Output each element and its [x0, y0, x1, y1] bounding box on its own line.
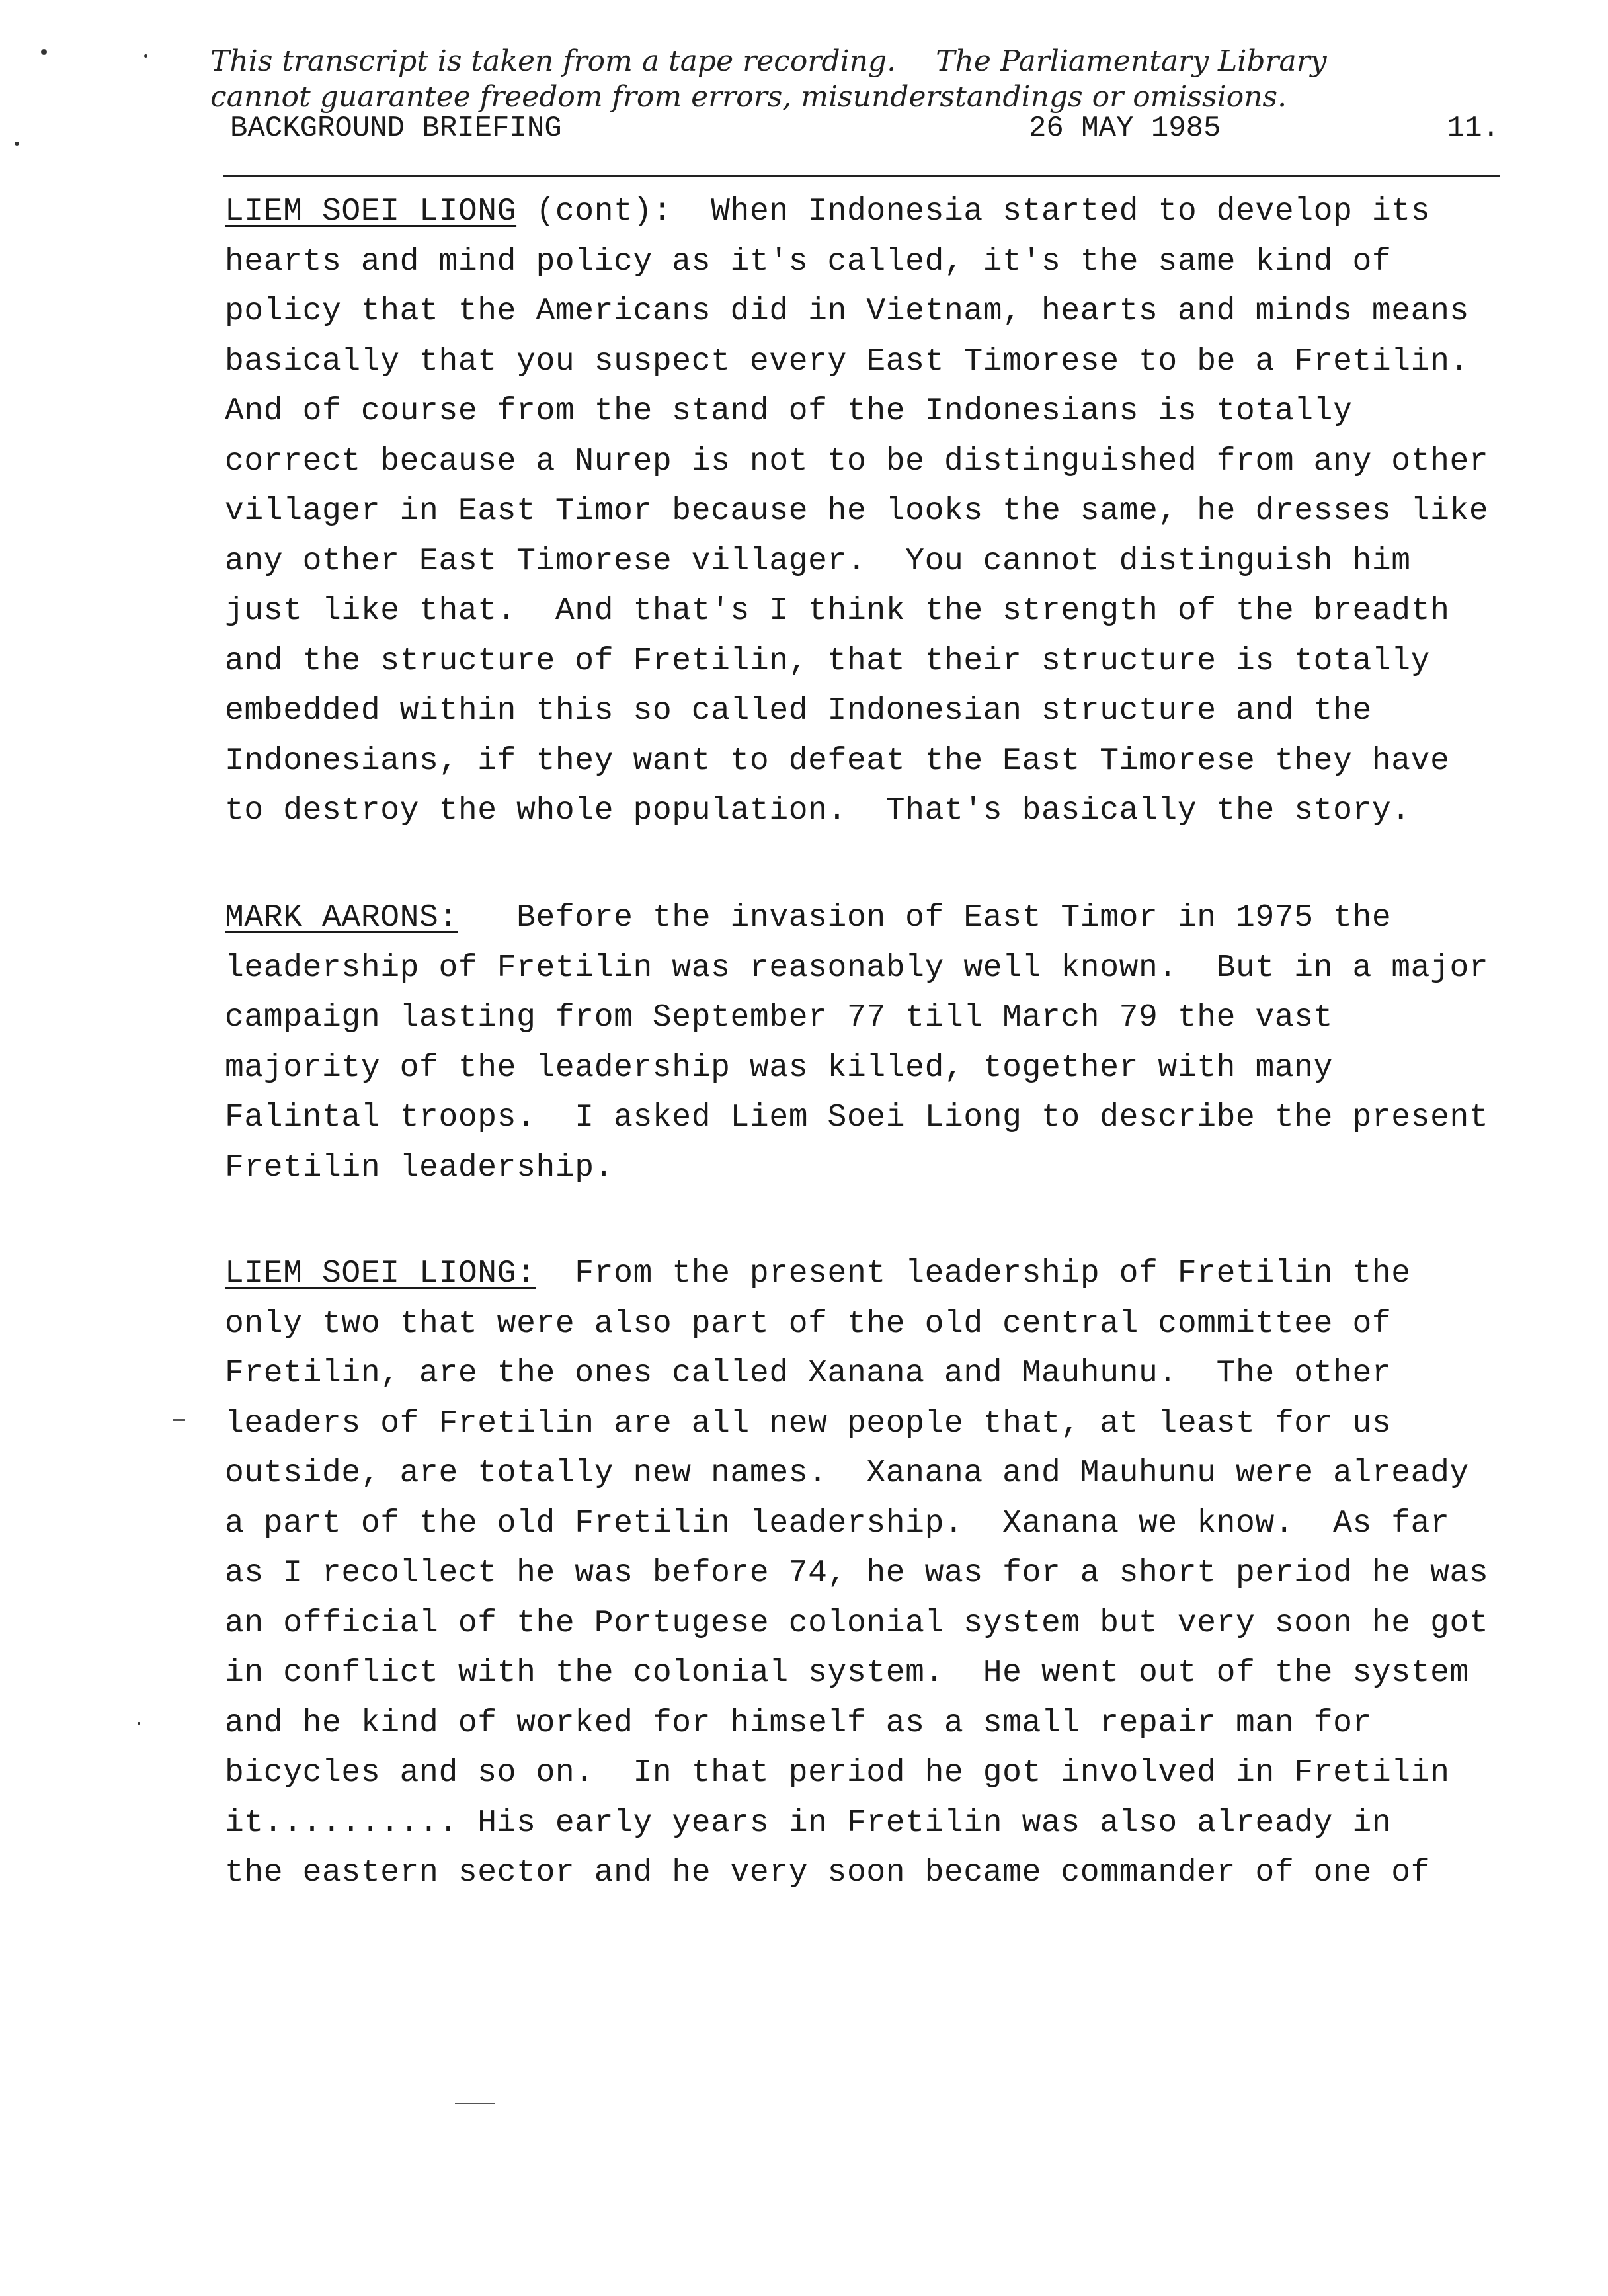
broadcast-date: 26 MAY 1985	[1029, 112, 1221, 145]
disclaimer-line-1b: The Parliamentary Library	[936, 44, 1327, 78]
paragraph-1	[225, 187, 1541, 837]
disclaimer-line-1a: This transcript is taken from a tape recording.	[210, 44, 897, 78]
scan-mark	[455, 2103, 495, 2104]
speaker-name: LIEM SOEI LIONG:	[225, 1256, 536, 1292]
text-line: a part of the old Fretilin leadership. Xanana we know. As far	[225, 1505, 1450, 1541]
paragraph-3-line-1	[225, 1249, 1541, 1299]
text-line: From the present leadership of Fretilin the	[536, 1256, 1411, 1292]
text-line: When Indonesia started to develop its	[672, 194, 1431, 229]
paragraph-2-line-1	[225, 893, 1541, 944]
text-line: correct because a Nurep is not to be distinguished from any other	[225, 443, 1489, 479]
scan-speck	[144, 54, 147, 58]
speaker-name: LIEM SOEI LIONG	[225, 194, 517, 229]
text-line: leadership of Fretilin was reasonably well known. But in a major	[225, 950, 1489, 986]
speaker-name: MARK AARONS:	[225, 900, 458, 936]
text-line: to destroy the whole population. That's basically the story.	[225, 793, 1411, 829]
page-number: 11.	[1447, 112, 1500, 145]
text-line: majority of the leadership was killed, together with many	[225, 1049, 1334, 1086]
scan-speck	[15, 142, 19, 146]
text-line: the eastern sector and he very soon became commander of one of	[225, 1855, 1431, 1891]
text-line: Falintal troops. I asked Liem Soei Liong to describe the present	[225, 1100, 1489, 1135]
text-line: policy that the Americans did in Vietnam, hearts and minds means	[225, 294, 1469, 329]
text-line: just like that. And that's I think the strength of the breadth	[225, 593, 1450, 629]
text-line: as I recollect he was before 74, he was for a short period he was	[225, 1555, 1489, 1591]
text-line: Indonesians, if they want to defeat the East Timorese they have	[225, 743, 1450, 779]
page-header	[230, 108, 1500, 148]
text-line: it.......... His early years in Fretilin was also already in	[225, 1805, 1392, 1841]
text-line: campaign lasting from September 77 till March 79 the vast	[225, 1000, 1334, 1036]
text-line: Before the invasion of East Timor in 1975 the	[458, 900, 1392, 936]
paragraph-2	[225, 893, 1541, 1193]
disclaimer-note	[210, 44, 1506, 115]
paragraph-3	[225, 1249, 1541, 1899]
text-line: and he kind of worked for himself as a small repair man for	[225, 1705, 1372, 1741]
scan-speck	[138, 1722, 140, 1725]
program-title: BACKGROUND BRIEFING	[230, 112, 562, 145]
text-line: And of course from the stand of the Indonesians is totally	[225, 393, 1353, 429]
scan-speck	[41, 49, 47, 55]
text-line: embedded within this so called Indonesian structure and the	[225, 693, 1372, 729]
text-line: basically that you suspect every East Timorese to be a Fretilin.	[225, 343, 1469, 380]
text-line: and the structure of Fretilin, that their structure is totally	[225, 643, 1431, 679]
text-line: hearts and mind policy as it's called, it's the same kind of	[225, 243, 1392, 280]
text-line: in conflict with the colonial system. He went out of the system	[225, 1655, 1469, 1691]
paragraph-1-line-1	[225, 187, 1541, 237]
text-line: Fretilin leadership.	[225, 1149, 614, 1186]
disclaimer-line-1	[210, 44, 1506, 79]
text-line: outside, are totally new names. Xanana and Mauhunu were already	[225, 1456, 1469, 1491]
speaker-suffix: (cont):	[516, 194, 672, 229]
text-line: villager in East Timor because he looks the same, he dresses like	[225, 493, 1489, 529]
text-line: Fretilin, are the ones called Xanana and Mauhunu. The other	[225, 1356, 1392, 1391]
margin-mark	[173, 1419, 185, 1421]
header-rule	[223, 175, 1500, 177]
text-line: leaders of Fretilin are all new people that, at least for us	[225, 1405, 1392, 1442]
text-line: only two that were also part of the old central committee of	[225, 1305, 1392, 1342]
text-line: an official of the Portugese colonial system but very soon he got	[225, 1605, 1489, 1641]
text-line: any other East Timorese villager. You cannot distinguish him	[225, 543, 1411, 579]
disclaimer-line-2: cannot guarantee freedom from errors, misunderstandings or omissions.	[210, 80, 1287, 114]
text-line: bicycles and so on. In that period he got involved in Fretilin	[225, 1755, 1450, 1791]
